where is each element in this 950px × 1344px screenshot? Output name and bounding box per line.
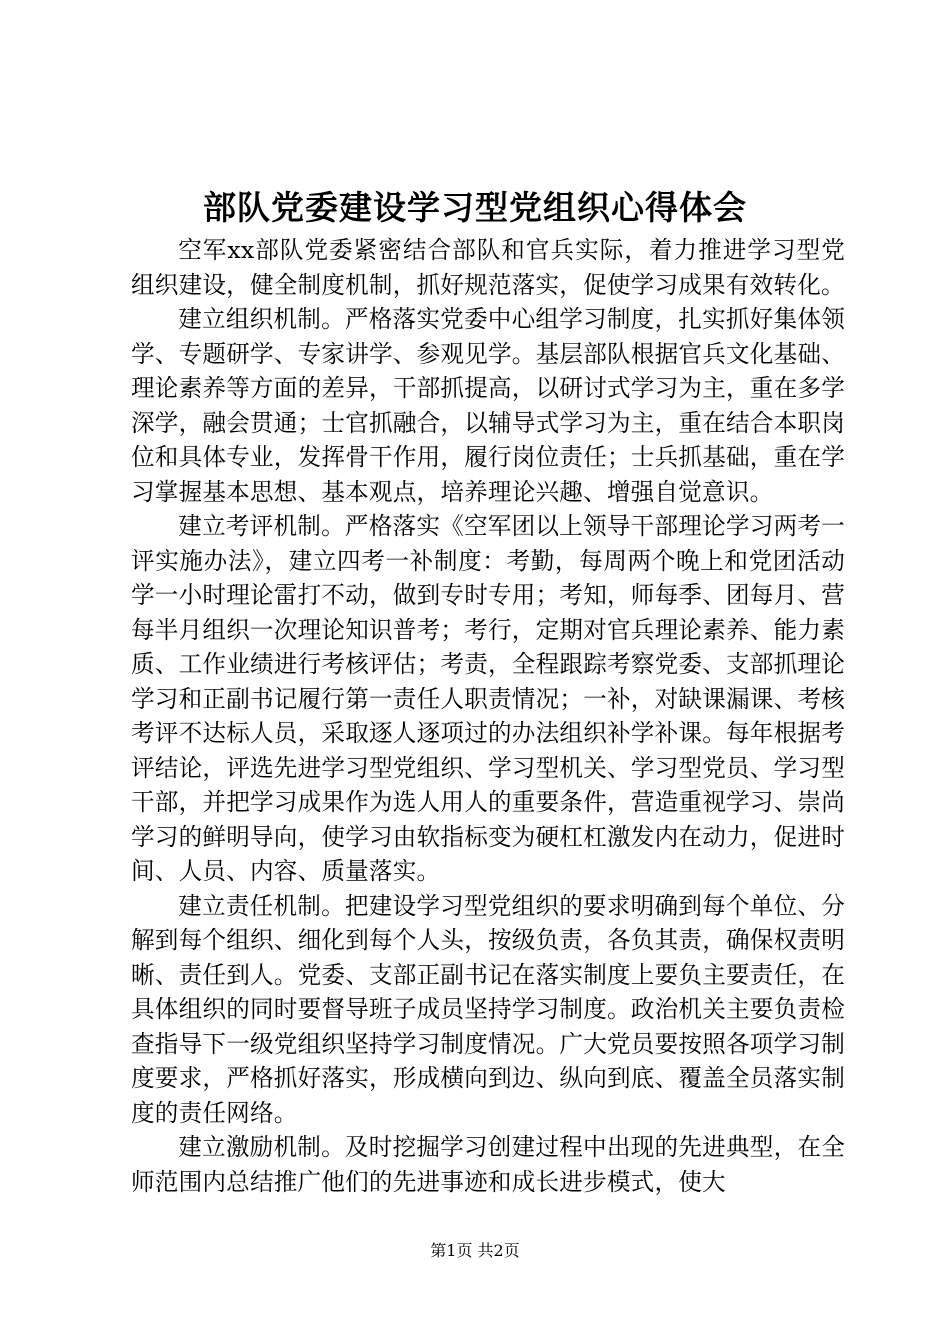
document-title: 部队党委建设学习型党组织心得体会	[203, 188, 747, 227]
page-number-footer: 第1页 共2页	[430, 1241, 520, 1260]
paragraph-evaluation-mechanism: 建立考评机制。严格落实《空军团以上领导干部理论学习两考一评实施办法》，建立四考一补制度：考勤，每周两个晚上和党团活动学一小时理论雷打不动，做到专时专用；考知，师每季、团每月、营每半月组织一次理论知识普考；考行，定期对官兵理论素养、能力素质、工作业绩进行考核评估；考责，全程跟踪考察党委、支部抓理论学习和正副书记履行第一责任人职责情况；一补，对缺课漏课、考核考评不达标人员，采取逐人逐项过的办法组织补学补课。每年根据考评结论，评选先进学习型党组织、学习型机关、学习型党员、学习型干部，并把学习成果作为选人用人的重要条件，营造重视学习、崇尚学习的鲜明导向，使学习由软指标变为硬杠杠激发内在动力，促进时间、人员、内容、质量落实。	[131, 512, 845, 885]
paragraph-intro: 空军xx部队党委紧密结合部队和官兵实际，着力推进学习型党组织建设，健全制度机制，抓好规范落实，促使学习成果有效转化。	[131, 236, 845, 299]
paragraph-responsibility-mechanism: 建立责任机制。把建设学习型党组织的要求明确到每个单位、分解到每个组织、细化到每个人头，按级负责，各负其责，确保权责明晰、责任到人。党委、支部正副书记在落实制度上要负主要责任，在具体组织的同时要督导班子成员坚持学习制度。政治机关主要负责检查指导下一级党组织坚持学习制度情况。广大党员要按照各项学习制度要求，严格抓好落实，形成横向到边、纵向到底、覆盖全员落实制度的责任网络。	[131, 891, 845, 1127]
paragraph-incentive-mechanism: 建立激励机制。及时挖掘学习创建过程中出现的先进典型，在全师范围内总结推广他们的先进事迹和成长进步模式，使大	[131, 1133, 845, 1196]
paragraph-organization-mechanism: 建立组织机制。严格落实党委中心组学习制度，扎实抓好集体领学、专题研学、专家讲学、参观见学。基层部队根据官兵文化基础、理论素养等方面的差异，干部抓提高，以研讨式学习为主，重在多学深学，融会贯通；士官抓融合，以辅导式学习为主，重在结合本职岗位和具体专业，发挥骨干作用，履行岗位责任；士兵抓基础，重在学习掌握基本思想、基本观点，培养理论兴趣、增强自觉意识。	[131, 305, 845, 506]
document-body	[131, 233, 845, 1199]
